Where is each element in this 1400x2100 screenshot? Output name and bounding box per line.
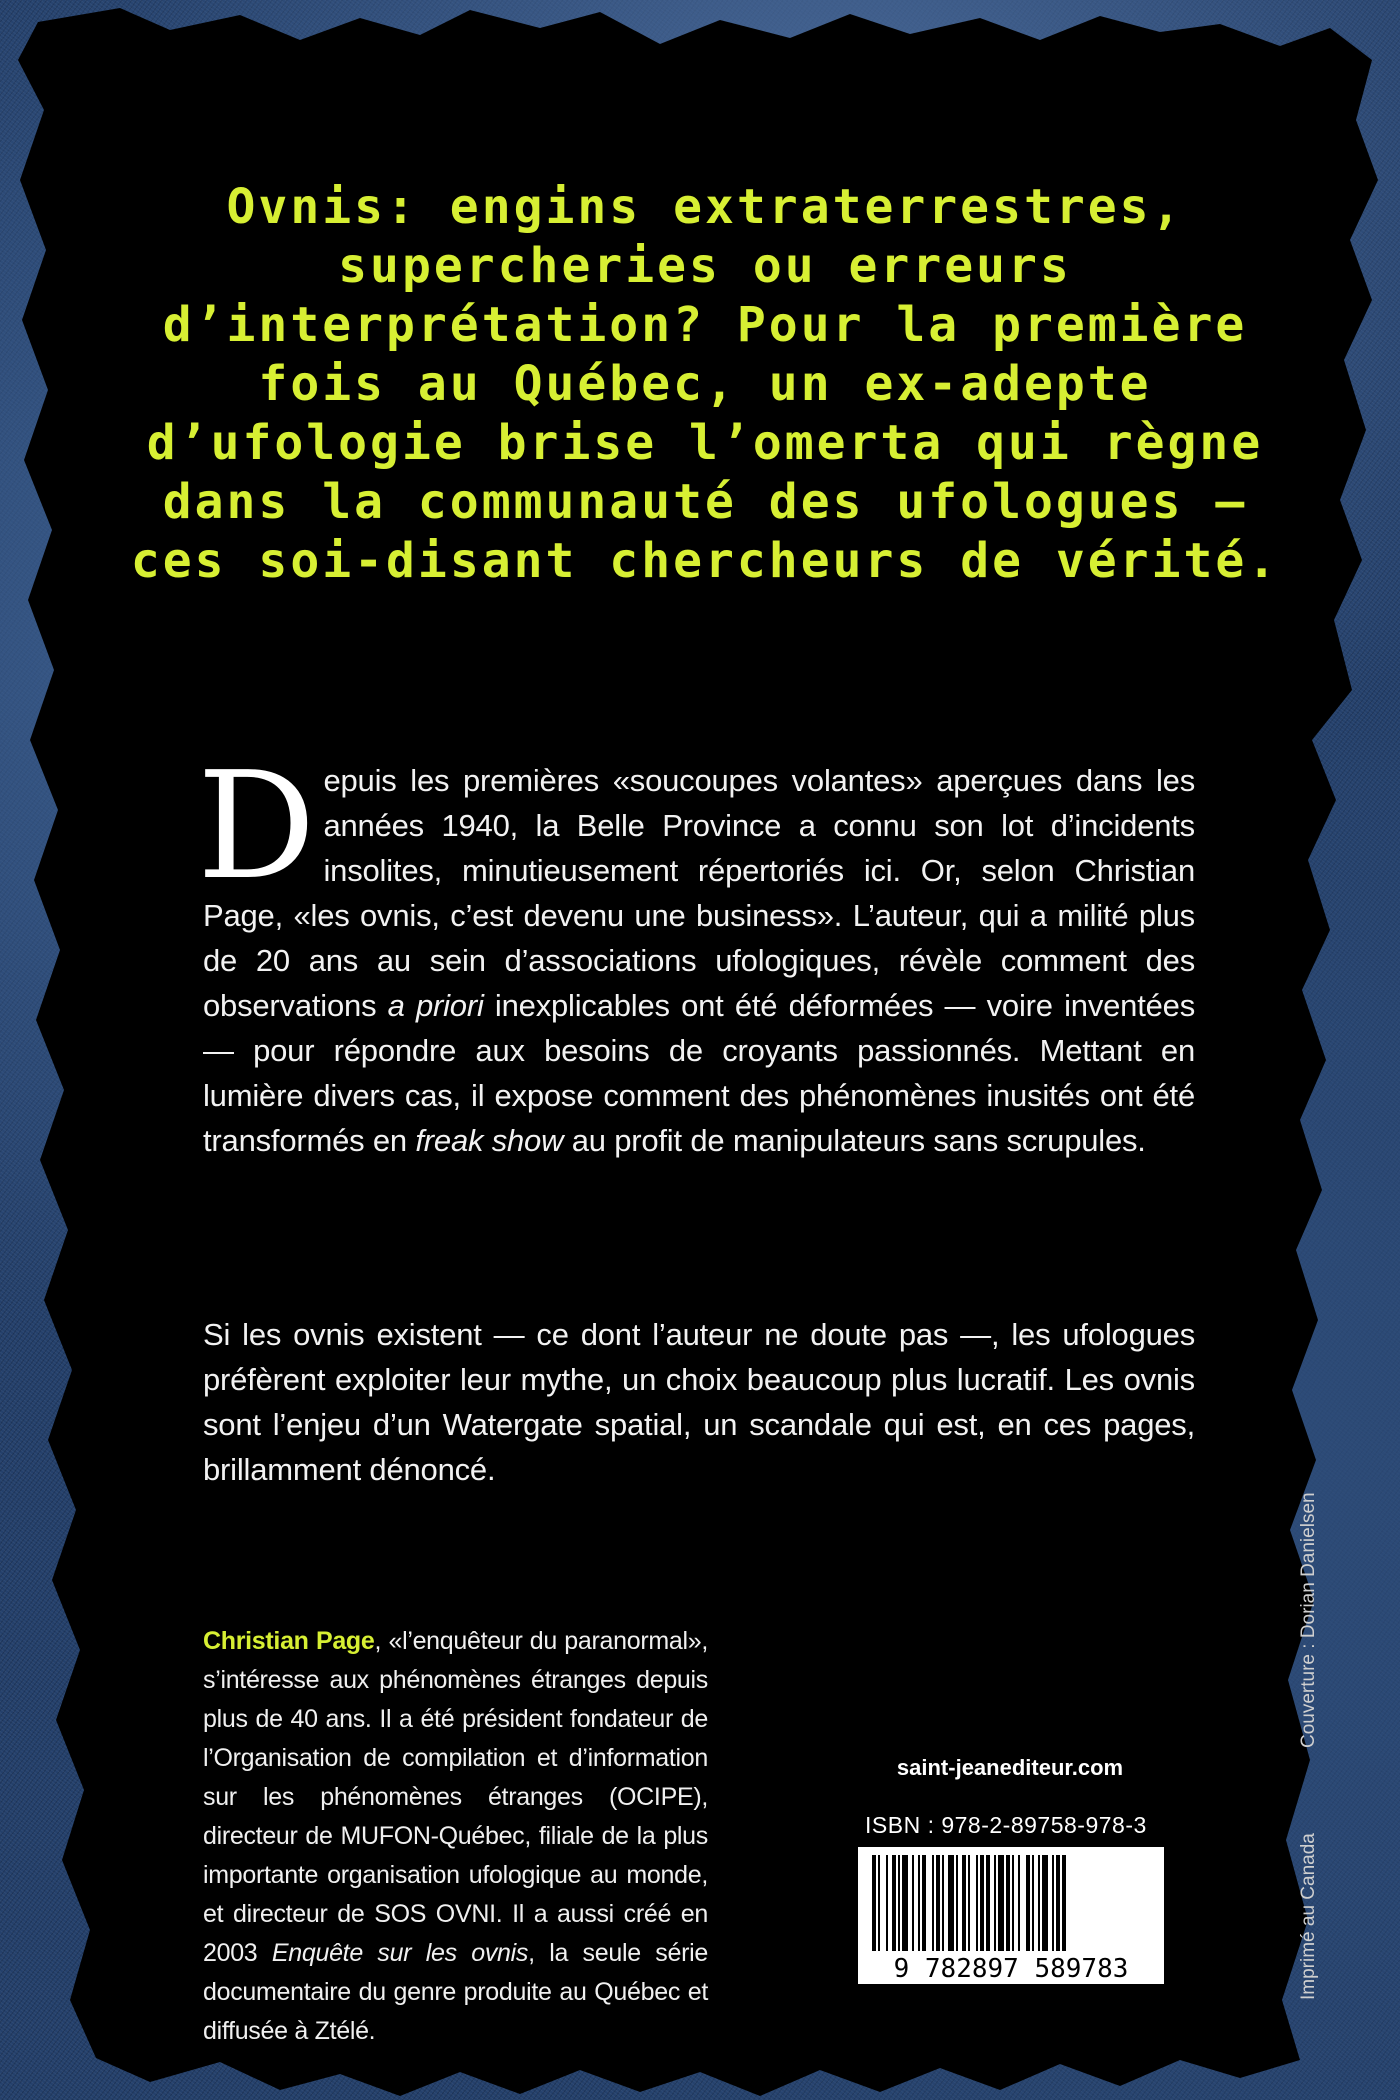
barcode-bar <box>1042 1855 1048 1951</box>
barcode-bar <box>980 1855 984 1951</box>
barcode-bar <box>912 1855 914 1951</box>
barcode-bar <box>932 1855 934 1951</box>
barcode-digits: 9 782897 589783 <box>893 1954 1129 1984</box>
barcode-bar <box>878 1855 880 1951</box>
barcode-bar <box>1012 1855 1014 1951</box>
barcode-bar <box>1026 1855 1030 1951</box>
barcode-bar <box>886 1855 888 1951</box>
barcode-bar <box>872 1855 876 1951</box>
barcode-bar <box>936 1855 940 1951</box>
barcode-bar <box>942 1855 944 1951</box>
barcode-bar <box>998 1855 1004 1951</box>
barcode-bar <box>1006 1855 1010 1951</box>
bio-text: , la seule série documentaire du genre produite au Québec et diffusée à Ztélé. <box>203 1939 708 2045</box>
barcode-bar <box>1056 1855 1060 1951</box>
bio-italic-title: Enquête sur les ovnis <box>271 1939 529 1967</box>
cover-credit: Couverture : Dorian Danielsen <box>1298 1492 1319 1748</box>
publisher-website: saint-jeanediteur.com <box>896 1755 1124 1780</box>
drop-cap: D <box>197 740 316 912</box>
barcode-bar <box>1062 1855 1066 1951</box>
author-name: Christian Page <box>203 1627 375 1655</box>
barcode-bar <box>918 1855 920 1951</box>
barcode <box>858 1847 1164 1984</box>
conclusion-paragraph: Si les ovnis existent — ce dont l’auteur ne doute pas —, les ufologues préfèrent exploiter leur mythe, un choix beaucoup plus lucratif. Les ovnis sont l’enjeu d’un Watergate spatial, un scandale qui est, en ces pages, brillamment dénoncé. <box>203 1317 1195 1487</box>
isbn-number: ISBN : 978-2-89758-978-3 <box>865 1812 1147 1838</box>
barcode-bar <box>902 1855 908 1951</box>
barcode-bar <box>968 1855 970 1951</box>
barcode-bar <box>986 1855 990 1951</box>
barcode-bar <box>962 1855 966 1951</box>
printed-in-note: Imprimé au Canada <box>1298 1833 1319 2000</box>
barcode-bar <box>956 1855 958 1951</box>
barcode-bar <box>922 1855 926 1951</box>
paragraph-text: inexplicables ont été déformées — voire inventées — pour répondre aux besoins de croyants passionnés. Mettant en lumière divers cas, il expose comment des phénomènes inusités ont été transformés en <box>203 988 1195 1158</box>
barcode-bar <box>1018 1855 1020 1951</box>
italic-phrase: freak show <box>415 1123 564 1158</box>
paragraph-text: epuis les premières «soucoupes volantes» aperçues dans les années 1940, la Belle Province a connu son lot d’incidents insolites, minutieusement répertoriés ici. Or, selon Christian Page, «les ovnis, c’est devenu une business». L’auteur, qui a milité plus de 20 ans au sein d’associations ufologiques, révèle comment des observations <box>203 763 1195 1023</box>
bio-text: , «l’enquêteur du paranormal», s’intéresse aux phénomènes étranges depuis plus de 40 ans. Il a été président fondateur de l’Organisation de compilation et d’information sur les phénomènes étranges (OCIPE), directeur de MUFON-Québec, filiale de la plus importante organisation ufologique au monde, et directeur de SOS OVNI. Il a aussi créé en 2003 <box>203 1627 708 1967</box>
paragraph-text: au profit de manipulateurs sans scrupules. <box>563 1123 1146 1158</box>
italic-phrase: a priori <box>387 988 484 1023</box>
barcode-bar <box>892 1855 896 1951</box>
barcode-bar <box>994 1855 996 1951</box>
barcode-bar <box>976 1855 978 1951</box>
barcode-bar <box>1038 1855 1040 1951</box>
barcode-bar <box>1032 1855 1034 1951</box>
barcode-bar <box>898 1855 900 1951</box>
barcode-bar <box>948 1855 954 1951</box>
barcode-bars <box>858 1847 1164 1984</box>
tagline-blurb: Ovnis: engins extraterrestres, supercheries ou erreurs d’interprétation? Pour la première fois au Québec, un ex-adepte d’ufologie brise l’omerta qui règne dans la communauté des ufologues – ces soi-disant chercheurs de vérité. <box>130 179 1280 589</box>
author-bio <box>203 1622 708 2051</box>
description-paragraph <box>197 740 1195 1163</box>
barcode-bar <box>1052 1855 1054 1951</box>
